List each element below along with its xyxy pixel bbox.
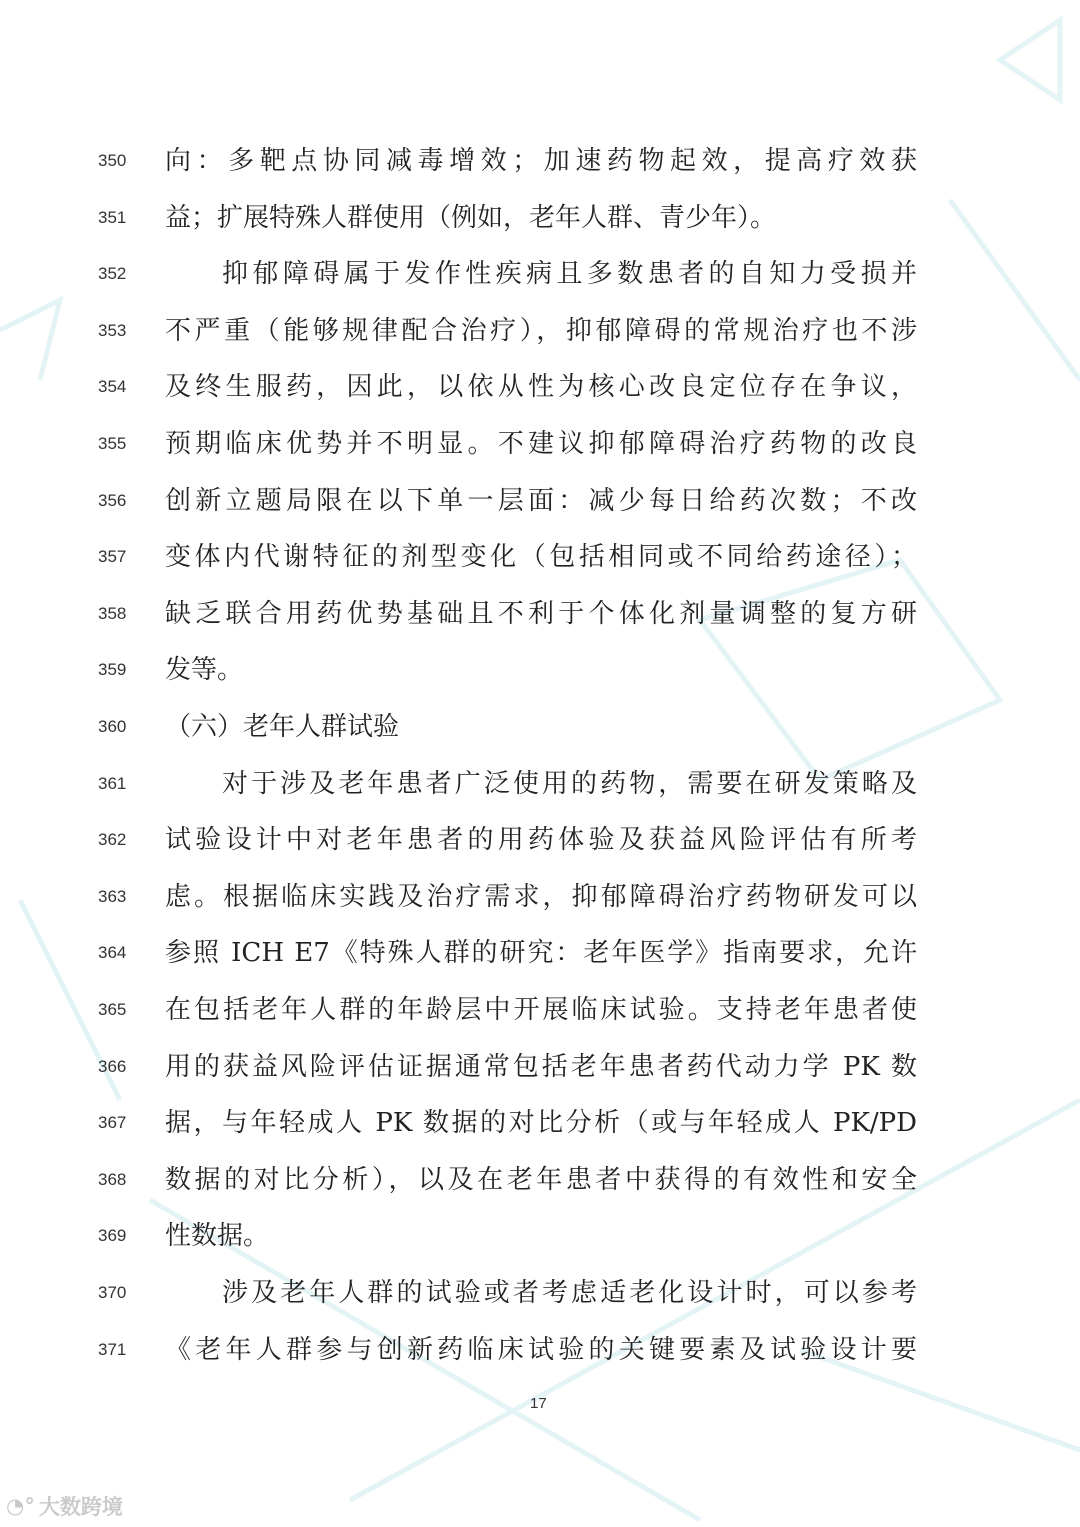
document-line [0,424,1080,464]
line-number: 367 [98,1113,127,1133]
line-text: （六）老年人群试验 [165,712,400,742]
page-number: 17 [530,1395,547,1412]
line-number: 354 [98,377,127,397]
document-line [0,1330,1080,1370]
line-number: 369 [98,1226,127,1246]
line-text: 性数据。 [165,1221,270,1252]
line-number: 353 [98,320,127,340]
line-text: 据，与年轻成人 PK 数据的对比分析（或与年轻成人 PK/PD [165,1108,917,1139]
line-text: 涉及老年人群的试验或者考虑适老化设计时，可以参考 [222,1278,917,1308]
document-line [0,141,1080,181]
line-number: 363 [98,886,127,906]
document-line [0,1047,1080,1087]
document-line [0,481,1080,521]
line-number: 371 [98,1339,127,1359]
document-line [0,594,1080,634]
line-number: 355 [98,434,127,453]
line-text: 《老年人群参与创新药临床试验的关键要素及试验设计要 [165,1334,917,1365]
line-text: 试验设计中对老年患者的用药体验及获益风险评估有所考 [165,825,917,856]
document-line [0,650,1080,690]
line-number: 362 [98,830,127,850]
document-line [0,367,1080,407]
line-text: 数据的对比分析），以及在老年患者中获得的有效性和安全 [165,1164,917,1195]
line-text: 对于涉及老年患者广泛使用的药物，需要在研发策略及 [222,768,917,799]
document-line [0,1273,1080,1313]
line-text: 不严重（能够规律配合治疗），抑郁障碍的常规治疗也不涉 [165,315,917,346]
line-text: 发等。 [165,655,244,686]
document-line [0,707,1080,747]
line-number: 370 [98,1283,127,1302]
line-number: 368 [98,1169,127,1189]
line-number: 364 [98,943,127,963]
document-line [0,764,1080,804]
document-line [0,933,1080,973]
line-number: 361 [98,773,127,793]
line-number: 357 [98,547,127,567]
line-text: 及终生服药，因此，以依从性为核心改良定位存在争议， [165,372,917,403]
line-text: 参照 ICH E7《特殊人群的研究：老年医学》指南要求，允许 [165,938,917,969]
document-line [0,1103,1080,1143]
logo-icon: ◔° [6,1494,35,1518]
document-line [0,877,1080,917]
document-line [0,198,1080,238]
line-text: 预期临床优势并不明显。不建议抑郁障碍治疗药物的改良 [165,429,917,459]
document-line [0,1160,1080,1200]
document-line [0,1216,1080,1256]
line-number: 366 [98,1056,127,1076]
line-text: 在包括老年人群的年龄层中开展临床试验。支持老年患者使 [165,995,917,1025]
document-line [0,990,1080,1030]
line-text: 虑。根据临床实践及治疗需求，抑郁障碍治疗药物研发可以 [165,881,917,912]
document-line [0,820,1080,860]
line-number: 365 [98,1000,127,1019]
document-line [0,311,1080,351]
logo-text: 大数跨境 [38,1495,123,1519]
line-text: 变体内代谢特征的剂型变化（包括相同或不同给药途径）； [165,542,917,573]
line-number: 358 [98,603,127,623]
line-number: 350 [98,151,127,170]
watermark-logo [6,1491,123,1521]
line-text: 抑郁障碍属于发作性疾病且多数患者的自知力受损并 [222,259,917,290]
line-text: 创新立题局限在以下单一层面：减少每日给药次数；不改 [165,485,917,516]
line-number: 360 [98,717,127,736]
document-line [0,254,1080,294]
line-number: 351 [98,207,127,227]
line-text: 向：多靶点协同减毒增效；加速药物起效，提高疗效获 [165,146,917,176]
line-text: 益；扩展特殊人群使用（例如，老年人群、青少年）。 [165,202,777,233]
line-text: 缺乏联合用药优势基础且不利于个体化剂量调整的复方研 [165,598,917,629]
line-number: 359 [98,660,127,680]
document-line [0,537,1080,577]
line-number: 356 [98,490,127,510]
line-text: 用的获益风险评估证据通常包括老年患者药代动力学 PK 数 [165,1051,917,1082]
line-number: 352 [98,264,127,284]
